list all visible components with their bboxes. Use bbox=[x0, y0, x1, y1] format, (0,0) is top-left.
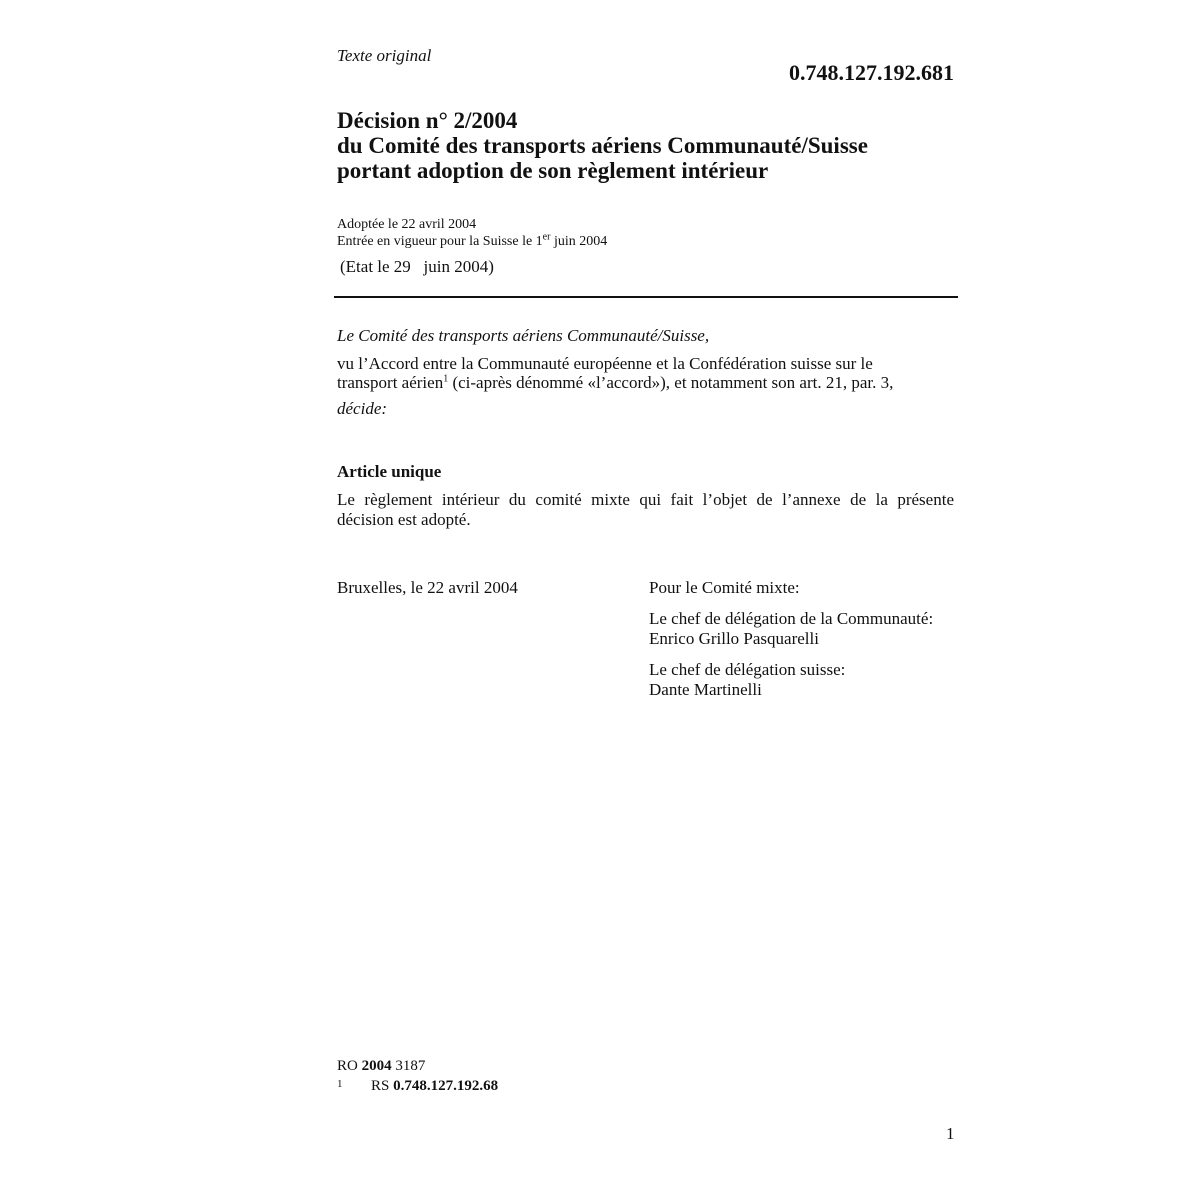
document-title bbox=[337, 108, 868, 183]
pour-comite: Pour le Comité mixte: bbox=[649, 578, 800, 597]
ro-prefix: RO bbox=[337, 1058, 362, 1074]
footnote-1-prefix: RS bbox=[371, 1078, 394, 1094]
texte-original-label: Texte original bbox=[337, 46, 432, 65]
ro-page: 3187 bbox=[391, 1058, 426, 1074]
footnote-1-mark: 1 bbox=[337, 1078, 343, 1090]
ro-year: 2004 bbox=[361, 1058, 392, 1074]
article-body-line-1: Le règlement intérieur du comité mixte qui fait l’objet de l’annexe de la présente bbox=[337, 490, 954, 509]
footnote-1-link[interactable]: 0.748.127.192.68 bbox=[393, 1078, 499, 1094]
signature-block bbox=[649, 578, 933, 700]
footnote-ref-1[interactable]: 1 bbox=[443, 373, 449, 385]
article-body-line-2: décision est adopté. bbox=[337, 510, 471, 529]
committee-name: Le Comité des transports aériens Communauté/Suisse, bbox=[337, 326, 710, 345]
adopted-date: Adoptée le 22 avril 2004 bbox=[337, 217, 477, 232]
title-line-3: portant adoption de son règlement intérieur bbox=[337, 158, 769, 183]
etat-date: (Etat le 29 juin 2004) bbox=[340, 257, 494, 276]
chef-communaute-label: Le chef de délégation de la Communauté: bbox=[649, 609, 934, 628]
entry-superscript: er bbox=[542, 231, 551, 243]
chef-suisse-name: Dante Martinelli bbox=[649, 680, 762, 699]
title-line-1: Décision n° 2/2004 bbox=[337, 108, 518, 133]
title-line-2: du Comité des transports aériens Communauté/Suisse bbox=[337, 133, 868, 158]
preamble-vu bbox=[337, 354, 893, 392]
chef-suisse-label: Le chef de délégation suisse: bbox=[649, 660, 846, 679]
vu-line-1: vu l’Accord entre la Communauté européenne et la Confédération suisse sur le bbox=[337, 354, 873, 373]
footnote-1 bbox=[337, 1078, 498, 1095]
vu-line-2 bbox=[337, 373, 893, 392]
entry-into-force bbox=[337, 233, 607, 250]
article-title: Article unique bbox=[337, 462, 442, 481]
vu-line-2-suffix: (ci-après dénommé «l’accord»), et notamment son art. 21, par. 3, bbox=[448, 373, 894, 392]
chef-communaute-name: Enrico Grillo Pasquarelli bbox=[649, 629, 819, 648]
page-number: 1 bbox=[946, 1124, 955, 1143]
decide-label: décide: bbox=[337, 399, 388, 418]
vu-line-2-prefix: transport aérien bbox=[337, 373, 444, 392]
article-body bbox=[337, 490, 954, 530]
entry-prefix: Entrée en vigueur pour la Suisse le 1 bbox=[337, 234, 543, 249]
rs-number: 0.748.127.192.681 bbox=[789, 60, 954, 85]
adoption-info bbox=[337, 216, 607, 250]
header-divider bbox=[334, 296, 958, 298]
footnote-ro bbox=[337, 1058, 425, 1075]
place-date: Bruxelles, le 22 avril 2004 bbox=[337, 578, 518, 597]
entry-suffix: juin 2004 bbox=[550, 234, 608, 249]
